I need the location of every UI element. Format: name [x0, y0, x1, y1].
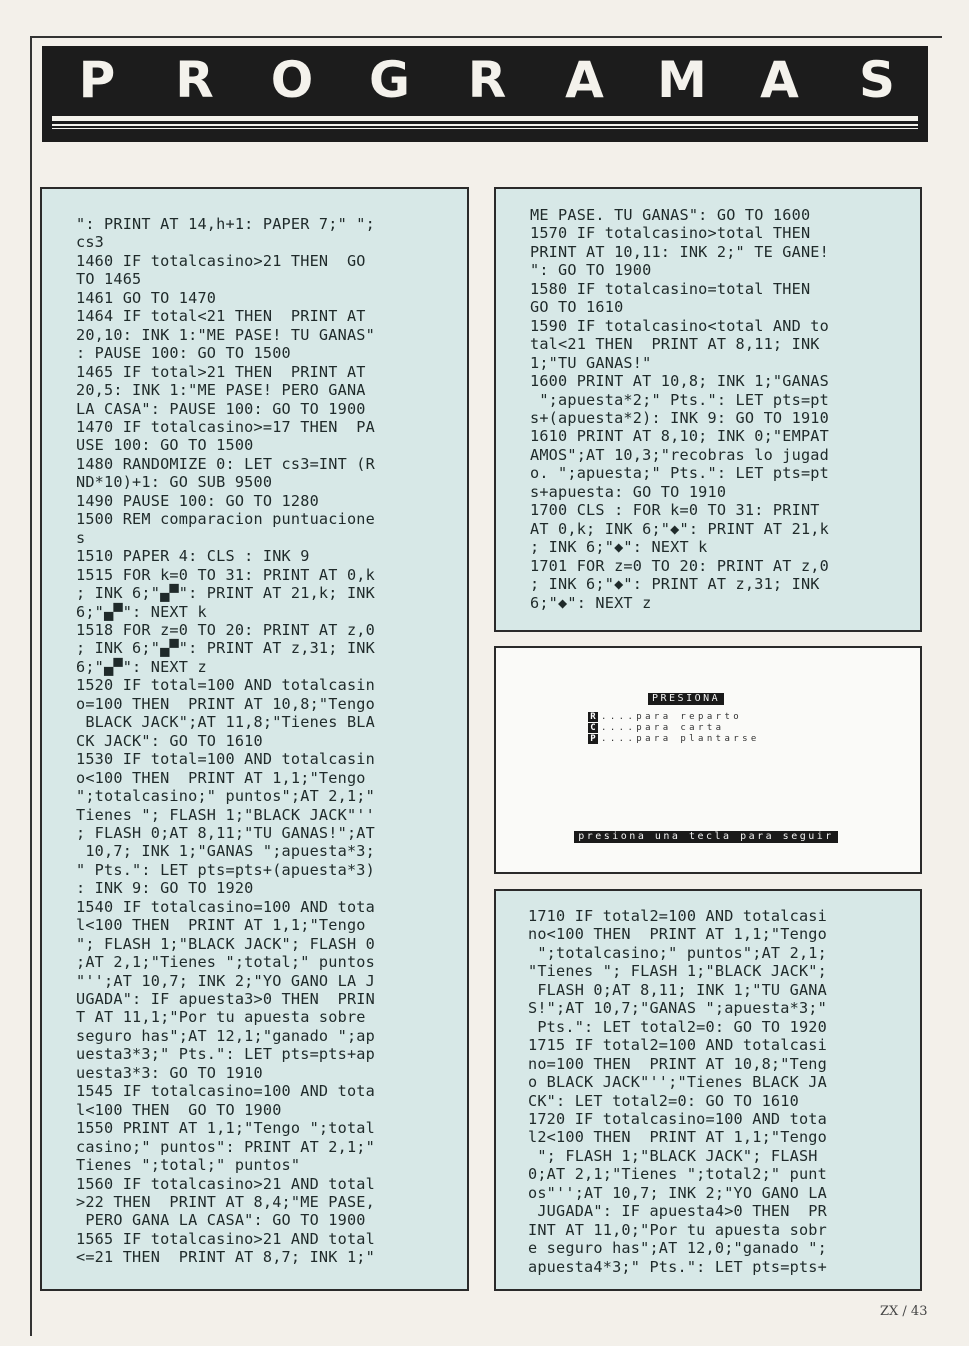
- code-line: "; FLASH 1;"BLACK JACK"; FLASH 0: [76, 934, 375, 953]
- screen-menu: [588, 712, 760, 745]
- code-line: 1715 IF total2=100 AND totalcasi: [528, 1036, 827, 1055]
- section-banner: [42, 46, 928, 142]
- code-line: 1490 PAUSE 100: GO TO 1280: [76, 491, 319, 510]
- page-number: ZX / 43: [880, 1304, 928, 1319]
- code-line: CK": LET total2=0: GO TO 1610: [528, 1091, 799, 1110]
- code-line: 1610 PRINT AT 8,10; INK 0;"EMPAT: [530, 427, 829, 446]
- menu-option: [588, 723, 760, 733]
- code-line: >22 THEN PRINT AT 8,4;"ME PASE,: [76, 1193, 375, 1212]
- code-line: uesta3*3: GO TO 1910: [76, 1063, 263, 1082]
- code-line: no=100 THEN PRINT AT 10,8;"Teng: [528, 1054, 827, 1073]
- banner-letter: R: [467, 51, 507, 109]
- code-line: 1550 PRINT AT 1,1;"Tengo ";total: [76, 1119, 375, 1138]
- code-line: ";apuesta*2;" Pts.": LET pts=pt: [530, 390, 829, 409]
- menu-key: R: [588, 712, 598, 722]
- code-line: JUGADA": IF apuesta4>0 THEN PR: [528, 1202, 827, 1221]
- code-line: 1580 IF totalcasino=total THEN: [530, 279, 811, 298]
- code-line: 6;"◆": NEXT z: [530, 593, 652, 612]
- code-line: AT 0,k; INK 6;"◆": PRINT AT 21,k: [530, 519, 829, 538]
- code-line: s: [76, 528, 86, 547]
- code-line: 1540 IF totalcasino=100 AND tota: [76, 897, 375, 916]
- listing-panel-left: [40, 187, 469, 1291]
- banner-letter: A: [760, 51, 799, 109]
- code-line: seguro has";AT 12,1;"ganado ";ap: [76, 1026, 375, 1045]
- code-line: GO TO 1610: [530, 298, 624, 317]
- menu-option: [588, 734, 760, 744]
- menu-key: P: [588, 734, 598, 744]
- code-line: 1461 GO TO 1470: [76, 288, 217, 307]
- code-line: l<100 THEN GO TO 1900: [76, 1100, 282, 1119]
- code-line: PRINT AT 10,11: INK 2;" TE GANE!: [530, 242, 829, 261]
- screen-title: PRESIONA: [648, 693, 724, 705]
- code-line: ": GO TO 1900: [530, 261, 652, 280]
- code-line: 1480 RANDOMIZE 0: LET cs3=INT (R: [76, 454, 375, 473]
- code-line: 1700 CLS : FOR k=0 TO 31: PRINT: [530, 501, 820, 520]
- code-line: s+(apuesta*2): INK 9: GO TO 1910: [530, 408, 829, 427]
- code-line: l2<100 THEN PRINT AT 1,1;"Tengo: [528, 1128, 827, 1147]
- code-line: LA CASA": PAUSE 100: GO TO 1900: [76, 399, 366, 418]
- code-line: 1460 IF totalcasino>21 THEN GO: [76, 251, 366, 270]
- code-line: 1520 IF total=100 AND totalcasin: [76, 676, 375, 695]
- code-line: 1590 IF totalcasino<total AND to: [530, 316, 829, 335]
- code-line: 1560 IF totalcasino>21 AND total: [76, 1174, 375, 1193]
- code-line: S!";AT 10,7;"GANAS ";apuesta*3;": [528, 999, 827, 1018]
- menu-text: ....para plantarse: [601, 734, 760, 744]
- code-line: PERO GANA LA CASA": GO TO 1900: [76, 1211, 366, 1230]
- banner-rule: [52, 124, 918, 126]
- code-listing: [528, 907, 827, 1276]
- banner-letter: R: [175, 51, 214, 109]
- code-line: <=21 THEN PRINT AT 8,7; INK 1;": [76, 1248, 375, 1267]
- code-line: Tienes "; FLASH 1;"BLACK JACK"'': [76, 805, 375, 824]
- code-line: ;AT 2,1;"Tienes ";total;" puntos: [76, 953, 375, 972]
- code-line: 1570 IF totalcasino>total THEN: [530, 224, 811, 243]
- code-line: " Pts.": LET pts=pts+(apuesta*3): [76, 860, 375, 879]
- code-line: ; INK 6;"◆": PRINT AT z,31; INK: [530, 575, 820, 594]
- code-line: 1464 IF total<21 THEN PRINT AT: [76, 307, 366, 326]
- listing-panel-right-top: [494, 187, 922, 632]
- banner-title: [42, 50, 928, 110]
- code-line: 20,5: INK 1:"ME PASE! PERO GANA: [76, 381, 366, 400]
- banner-letter: G: [368, 51, 411, 109]
- code-line: 6;"▄▀": NEXT z: [76, 657, 207, 676]
- code-line: ; INK 6;"▄▀": PRINT AT z,31; INK: [76, 639, 375, 658]
- banner-letter: P: [78, 51, 116, 109]
- code-line: Pts.": LET total2=0: GO TO 1920: [528, 1017, 827, 1036]
- code-line: o<100 THEN PRINT AT 1,1;"Tengo: [76, 768, 366, 787]
- code-line: 1515 FOR k=0 TO 31: PRINT AT 0,k: [76, 565, 375, 584]
- banner-letter: O: [270, 51, 314, 109]
- code-line: 0;AT 2,1;"Tienes ";total2;" punt: [528, 1165, 827, 1184]
- code-line: uesta3*3;" Pts.": LET pts=pts+ap: [76, 1045, 375, 1064]
- code-line: FLASH 0;AT 8,11; INK 1;"TU GANA: [528, 980, 827, 999]
- code-line: apuesta4*3;" Pts.": LET pts=pts+: [528, 1257, 827, 1276]
- code-line: 1600 PRINT AT 10,8; INK 1;"GANAS: [530, 372, 829, 391]
- code-line: : INK 9: GO TO 1920: [76, 879, 254, 898]
- code-line: ; INK 6;"◆": NEXT k: [530, 538, 708, 557]
- banner-letter: M: [657, 51, 707, 109]
- listing-panel-right-bottom: [494, 889, 922, 1291]
- code-line: BLACK JACK";AT 11,8;"Tienes BLA: [76, 713, 375, 732]
- code-line: 1565 IF totalcasino>21 AND total: [76, 1229, 375, 1248]
- code-line: ";totalcasino;" puntos";AT 2,1;: [528, 943, 827, 962]
- code-line: no<100 THEN PRINT AT 1,1;"Tengo: [528, 925, 827, 944]
- code-line: 1510 PAPER 4: CLS : INK 9: [76, 547, 310, 566]
- code-line: Tienes ";total;" puntos": [76, 1156, 301, 1175]
- code-line: 20,10: INK 1:"ME PASE! TU GANAS": [76, 325, 375, 344]
- screen-footer: [528, 824, 884, 843]
- code-line: USE 100: GO TO 1500: [76, 436, 254, 455]
- code-line: "Tienes "; FLASH 1;"BLACK JACK";: [528, 962, 827, 981]
- code-line: l<100 THEN PRINT AT 1,1;"Tengo: [76, 916, 366, 935]
- program-screenshot: [494, 646, 922, 874]
- code-line: cs3: [76, 233, 105, 252]
- code-listing: [76, 215, 375, 1267]
- code-line: 1;"TU GANAS!": [530, 353, 652, 372]
- banner-letter: S: [858, 51, 895, 109]
- code-line: "'';AT 10,7; INK 2;"YO GANO LA J: [76, 971, 375, 990]
- banner-rule: [52, 128, 918, 129]
- code-line: 1720 IF totalcasino=100 AND tota: [528, 1109, 827, 1128]
- code-line: o=100 THEN PRINT AT 10,8;"Tengo: [76, 694, 375, 713]
- code-line: ND*10)+1: GO SUB 9500: [76, 473, 273, 492]
- code-line: 1500 REM comparacion puntuacione: [76, 510, 375, 529]
- code-line: INT AT 11,0;"Por tu apuesta sobr: [528, 1220, 827, 1239]
- code-line: 1465 IF total>21 THEN PRINT AT: [76, 362, 366, 381]
- code-line: o BLACK JACK"'';"Tienes BLACK JA: [528, 1073, 827, 1092]
- code-line: ; INK 6;"▄▀": PRINT AT 21,k; INK: [76, 584, 375, 603]
- code-line: 1710 IF total2=100 AND totalcasi: [528, 907, 827, 925]
- code-line: 1530 IF total=100 AND totalcasin: [76, 750, 375, 769]
- banner-letter: A: [565, 51, 604, 109]
- code-listing: [530, 206, 829, 612]
- code-line: "; FLASH 1;"BLACK JACK"; FLASH: [528, 1146, 818, 1165]
- code-line: s+apuesta: GO TO 1910: [530, 482, 727, 501]
- code-line: tal<21 THEN PRINT AT 8,11; INK: [530, 335, 820, 354]
- code-line: UGADA": IF apuesta3>0 THEN PRIN: [76, 990, 375, 1009]
- code-line: T AT 11,1;"Por tu apuesta sobre: [76, 1008, 366, 1027]
- code-line: 6;"▄▀": NEXT k: [76, 602, 207, 621]
- code-line: TO 1465: [76, 270, 142, 289]
- code-line: os"'';AT 10,7; INK 2;"YO GANO LA: [528, 1183, 827, 1202]
- code-line: ME PASE. TU GANAS": GO TO 1600: [530, 206, 811, 224]
- code-line: 10,7; INK 1;"GANAS ";apuesta*3;: [76, 842, 375, 861]
- code-line: 1701 FOR z=0 TO 20: PRINT AT z,0: [530, 556, 829, 575]
- code-line: 1518 FOR z=0 TO 20: PRINT AT z,0: [76, 620, 375, 639]
- menu-option: [588, 712, 760, 722]
- menu-text: ....para reparto: [601, 712, 743, 722]
- menu-key: C: [588, 723, 598, 733]
- code-line: e seguro has";AT 12,0;"ganado ";: [528, 1239, 827, 1258]
- menu-text: ....para carta: [601, 723, 725, 733]
- code-line: ";totalcasino;" puntos";AT 2,1;": [76, 787, 375, 806]
- code-line: CK JACK": GO TO 1610: [76, 731, 263, 750]
- code-line: casino;" puntos": PRINT AT 2,1;": [76, 1137, 375, 1156]
- code-line: : PAUSE 100: GO TO 1500: [76, 344, 291, 363]
- screen-footer-text: presiona una tecla para seguir: [574, 831, 838, 843]
- code-line: ; FLASH 0;AT 8,11;"TU GANAS!";AT: [76, 823, 375, 842]
- code-line: 1470 IF totalcasino>=17 THEN PA: [76, 417, 375, 436]
- banner-rule: [52, 116, 918, 121]
- code-line: 1545 IF totalcasino=100 AND tota: [76, 1082, 375, 1101]
- code-line: o. ";apuesta;" Pts.": LET pts=pt: [530, 464, 829, 483]
- code-line: ": PRINT AT 14,h+1: PAPER 7;" ";: [76, 215, 375, 233]
- code-line: AMOS";AT 10,3;"recobras lo jugad: [530, 445, 829, 464]
